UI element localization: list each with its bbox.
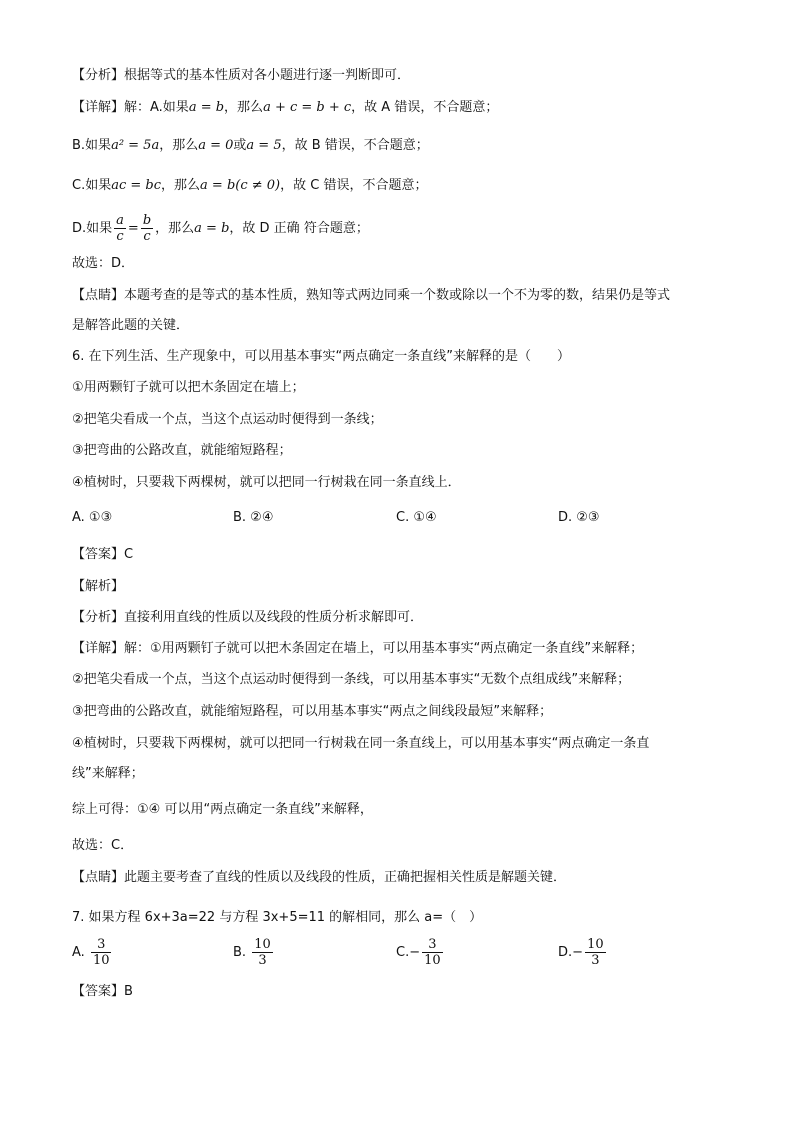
- q6-detail-3: ③把弯曲的公路改直，就能缩短路程，可以用基本事实“两点之间线段最短”来解释；: [72, 704, 553, 719]
- q7-answer: 【答案】B: [72, 984, 133, 999]
- q5-c-math1: ac = bc: [111, 178, 162, 193]
- q5-comment-1: 【点睛】本题考查的是等式的基本性质，熟知等式两边同乘一个数或除以一个不为零的数，结果仍是等式: [72, 288, 671, 303]
- q7-b-label: B.: [233, 945, 247, 960]
- q7-stem: 7. 如果方程 6x+3a=22 与方程 3x+5=11 的解相同，那么 a=（ ）: [72, 910, 483, 925]
- q5-b-math1: a² = 5a: [111, 138, 160, 153]
- q7-option-b: [233, 936, 275, 970]
- q5-d-frac2-den: c: [143, 229, 151, 244]
- q6-item-1: ①用两颗钉子就可以把木条固定在墙上；: [72, 380, 305, 395]
- q5-choice: 故选：D．: [72, 256, 135, 271]
- q6-detail-4b: 线”来解释；: [72, 766, 144, 781]
- q6-summary: 综上可得：①④ 可以用“两点确定一条直线”来解释，: [72, 802, 373, 817]
- q7-option-d: [558, 936, 608, 970]
- q5-b-math3: a = 5: [246, 138, 282, 153]
- q5-d-frac2: [141, 213, 153, 244]
- q6-item-2: ②把笔尖看成一个点，当这个点运动时便得到一条线；: [72, 412, 383, 427]
- q6-item-3: ③把弯曲的公路改直，就能缩短路程；: [72, 443, 292, 458]
- q7-a-label: A.: [72, 945, 85, 960]
- q7-d-frac: [585, 937, 606, 968]
- q5-b-suffix: ，故 B 错误，不合题意；: [281, 138, 429, 153]
- q5-c-prefix: C.如果: [72, 178, 112, 193]
- q6-option-c: C. ①④: [396, 510, 437, 525]
- q7-option-c: [396, 936, 445, 970]
- q7-c-den: 10: [424, 953, 441, 968]
- q7-b-den: 3: [258, 953, 267, 968]
- q7-option-a: [72, 936, 113, 970]
- q5-d-frac2-num: b: [142, 213, 152, 228]
- q5-d-frac1-den: c: [116, 229, 124, 244]
- q5-comment-2: 是解答此题的关键．: [72, 318, 190, 333]
- q7-d-den: 3: [591, 953, 600, 968]
- q5-b-math2: a = 0: [198, 138, 234, 153]
- q6-option-a: A. ①③: [72, 510, 113, 525]
- q5-c-mid: ，那么: [161, 178, 201, 193]
- q6-jiexi: 【解析】: [72, 579, 125, 594]
- q5-option-d: [72, 212, 369, 246]
- q7-c-sign: −: [409, 945, 421, 960]
- q5-a-math1: a = b: [188, 100, 225, 115]
- q6-stem: 6. 在下列生活、生产现象中，可以用基本事实“两点确定一条直线”来解释的是（ ）: [72, 349, 571, 364]
- q7-a-den: 10: [92, 953, 110, 968]
- q6-option-d: D. ②③: [558, 510, 600, 525]
- q7-a-num: 3: [91, 937, 112, 953]
- q7-d-num: 10: [587, 937, 604, 952]
- q5-detail-a: [72, 98, 498, 118]
- q7-c-label: C.: [396, 945, 410, 960]
- q5-option-b: [72, 136, 429, 156]
- q5-b-prefix: B.如果: [72, 138, 112, 153]
- q6-choice: 故选：C．: [72, 838, 134, 853]
- q6-option-b: B. ②④: [233, 510, 274, 525]
- q5-b-mid1: ，那么: [159, 138, 199, 153]
- q7-a-frac: [91, 937, 112, 968]
- q5-a-mid: ，那么: [224, 100, 264, 115]
- q5-analysis: 【分析】根据等式的基本性质对各小题进行逐一判断即可．: [72, 68, 411, 83]
- q6-detail-2: ②把笔尖看成一个点，当这个点运动时便得到一条线，可以用基本事实“无数个点组成线”来解释；: [72, 672, 631, 687]
- q5-a-math2: a + c = b + c: [263, 100, 352, 115]
- q7-b-num: 10: [254, 937, 271, 952]
- q6-comment: 【点睛】此题主要考查了直线的性质以及线段的性质，正确把握相关性质是解题关键．: [72, 870, 567, 885]
- q7-b-frac: [252, 937, 273, 968]
- q7-c-num: 3: [422, 937, 443, 953]
- q5-option-c: [72, 176, 427, 196]
- q5-d-eq: =: [127, 221, 139, 236]
- q5-c-math2: a = b(c ≠ 0): [200, 178, 281, 193]
- q5-d-frac1-num: a: [116, 213, 124, 228]
- q5-b-or: 或: [233, 138, 247, 153]
- q5-detail-prefix: 【详解】解：A.如果: [72, 100, 189, 115]
- q5-c-suffix: ，故 C 错误，不合题意；: [280, 178, 428, 193]
- q6-detail-4a: ④植树时，只要栽下两棵树，就可以把同一行树栽在同一条直线上，可以用基本事实“两点确定一条直: [72, 736, 650, 751]
- q5-d-suffix: ，故 D 正确 符合题意；: [229, 221, 369, 236]
- q7-d-label: D.: [558, 945, 573, 960]
- q5-d-frac1: [114, 213, 126, 244]
- q5-d-mid: ，那么: [155, 221, 195, 236]
- q6-answer: 【答案】C: [72, 547, 134, 562]
- q6-analysis: 【分析】直接利用直线的性质以及线段的性质分析求解即可．: [72, 610, 424, 625]
- q7-c-frac: [422, 937, 443, 968]
- q5-d-math: a = b: [194, 221, 230, 236]
- q5-d-prefix: D.如果: [72, 221, 113, 236]
- q6-item-4: ④植树时，只要栽下两棵树，就可以把同一行树栽在同一条直线上．: [72, 475, 461, 490]
- q5-a-suffix: ，故 A 错误，不合题意；: [351, 100, 499, 115]
- q7-d-sign: −: [572, 945, 584, 960]
- q6-detail-1: 【详解】解：①用两颗钉子就可以把木条固定在墙上，可以用基本事实“两点确定一条直线”来解释；: [72, 641, 644, 656]
